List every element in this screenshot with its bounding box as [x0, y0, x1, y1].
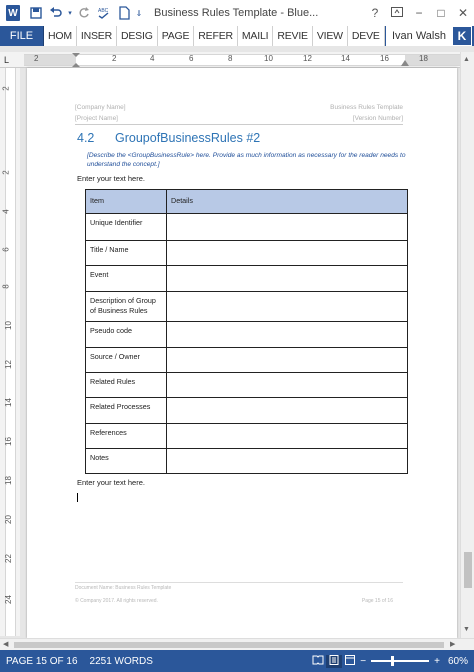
ruler-number: 16 — [380, 54, 389, 63]
document-page[interactable] — [27, 68, 457, 638]
text-cursor — [77, 493, 78, 502]
table-cell-details[interactable] — [167, 348, 408, 373]
table-cell-item[interactable]: Title / Name — [86, 241, 167, 266]
ruler-number: 2 — [1, 86, 11, 91]
ruler-number: 10 — [3, 321, 13, 330]
header-project-name[interactable]: [Project Name] — [75, 115, 118, 122]
ribbon-tabs — [0, 26, 474, 46]
table-row — [86, 214, 408, 241]
ruler-number: 4 — [150, 54, 155, 63]
table-cell-details[interactable] — [167, 424, 408, 449]
close-icon[interactable]: ✕ — [457, 6, 469, 20]
help-button[interactable]: ? — [371, 6, 379, 20]
table-header-row — [86, 190, 408, 214]
table-row — [86, 424, 408, 449]
table-cell-details[interactable] — [167, 214, 408, 241]
ruler-number: 8 — [228, 54, 233, 63]
minimize-icon[interactable]: − — [415, 6, 423, 20]
horizontal-scrollbar[interactable] — [0, 638, 474, 650]
scroll-left-icon[interactable]: ◀ — [3, 641, 9, 648]
ruler-number: 14 — [341, 54, 350, 63]
section-heading[interactable] — [77, 131, 260, 145]
header-company-name[interactable]: [Company Name] — [75, 104, 126, 111]
instruction-text[interactable]: [Describe the <GroupBusinessRule> here. Provide as much information as necessary for the reader needs to understand the concept.] — [87, 152, 406, 168]
word-count[interactable]: 2251 WORDS — [89, 655, 153, 667]
page-count[interactable]: PAGE 15 OF 16 — [6, 655, 78, 667]
ruler-number: 2 — [34, 54, 39, 63]
ruler-right-margin — [405, 55, 460, 65]
scroll-right-icon[interactable]: ▶ — [450, 641, 456, 648]
touch-mode-icon[interactable]: ⇓ — [135, 8, 143, 18]
ruler-number: 22 — [3, 554, 13, 563]
table-cell-details[interactable] — [167, 398, 408, 424]
table-cell-item[interactable]: Pseudo code — [86, 322, 167, 348]
horizontal-ruler[interactable] — [0, 52, 474, 68]
redo-icon[interactable] — [74, 3, 94, 23]
ruler-number: 14 — [3, 398, 13, 407]
table-cell-details[interactable] — [167, 322, 408, 348]
table-cell-details[interactable] — [167, 373, 408, 398]
tab-review[interactable]: REVIE — [273, 26, 313, 46]
table-row — [86, 398, 408, 424]
zoom-level[interactable]: 60% — [447, 655, 468, 667]
ruler-strip — [24, 54, 460, 66]
ruler-left-margin — [24, 55, 76, 65]
table-cell-item[interactable]: Unique Identifier — [86, 214, 167, 241]
ruler-number: 6 — [189, 54, 194, 63]
heading-number: 4.2 — [77, 131, 95, 145]
ruler-number: 24 — [3, 595, 13, 604]
table-row — [86, 449, 408, 474]
spelling-icon[interactable] — [94, 3, 114, 23]
undo-icon[interactable] — [46, 3, 66, 23]
footer-page-number[interactable]: Page 15 of 16 — [361, 598, 393, 604]
tab-insert[interactable]: INSER — [77, 26, 117, 46]
new-doc-icon[interactable] — [114, 3, 134, 23]
ruler-strip — [5, 68, 16, 636]
tab-file[interactable]: FILE — [0, 26, 44, 46]
table-cell-item[interactable]: Source / Owner — [86, 348, 167, 373]
tab-references[interactable]: REFER — [194, 26, 238, 46]
scroll-up-icon[interactable]: ▲ — [463, 56, 470, 63]
table-cell-item[interactable]: Related Rules — [86, 373, 167, 398]
ribbon-display-options-icon[interactable] — [386, 6, 408, 20]
tab-view[interactable]: VIEW — [313, 26, 348, 46]
ruler-number: 6 — [1, 247, 11, 252]
indent-marker-icon[interactable] — [72, 53, 80, 67]
ruler-number: 12 — [3, 360, 13, 369]
table-cell-item[interactable]: Related Processes — [86, 398, 167, 424]
ruler-number: 18 — [3, 476, 13, 485]
table-cell-item[interactable]: Event — [86, 266, 167, 292]
tab-mailings[interactable]: MAILI — [238, 26, 273, 46]
table-cell-item[interactable]: Description of Group of Business Rules — [86, 292, 167, 322]
zoom-out-button[interactable]: − — [360, 655, 367, 667]
maximize-icon[interactable]: □ — [437, 6, 445, 20]
user-name[interactable]: Ivan Walsh — [386, 26, 452, 46]
table-row — [86, 322, 408, 348]
tab-selector-icon[interactable]: L — [4, 55, 10, 65]
vertical-ruler[interactable] — [0, 68, 20, 636]
ruler-number: 12 — [303, 54, 312, 63]
table-row — [86, 292, 408, 322]
print-layout-icon[interactable] — [326, 655, 342, 668]
ruler-number: 10 — [264, 54, 273, 63]
table-header-item[interactable]: Item — [86, 190, 167, 214]
table-cell-details[interactable] — [167, 241, 408, 266]
body-paragraph[interactable]: Enter your text here. — [77, 478, 145, 487]
table-cell-details[interactable] — [167, 449, 408, 474]
table-header-details[interactable]: Details — [167, 190, 408, 214]
svg-text:ABC: ABC — [98, 8, 109, 14]
tab-page-layout[interactable]: PAGE — [158, 26, 195, 46]
word-app-icon[interactable]: W — [6, 5, 20, 21]
horizontal-scroll-thumb[interactable] — [14, 642, 444, 648]
table-row — [86, 266, 408, 292]
title-bar — [0, 0, 474, 26]
undo-dropdown-icon[interactable]: ▾ — [68, 10, 72, 17]
right-indent-marker-icon[interactable] — [401, 60, 409, 66]
tab-design[interactable]: DESIG — [117, 26, 158, 46]
vertical-scroll-thumb[interactable] — [464, 552, 472, 588]
zoom-slider[interactable] — [371, 660, 429, 662]
ruler-number: 2 — [112, 54, 117, 63]
ruler-number: 2 — [1, 170, 11, 175]
ruler-number: 16 — [3, 437, 13, 446]
business-rules-table[interactable] — [85, 189, 408, 474]
table-cell-item[interactable]: Notes — [86, 449, 167, 474]
ruler-number: 18 — [419, 54, 428, 63]
avatar[interactable]: K — [452, 26, 472, 46]
scroll-down-icon[interactable]: ▼ — [463, 626, 470, 633]
tab-home[interactable]: HOM — [44, 26, 77, 46]
body-paragraph[interactable]: Enter your text here. — [77, 174, 145, 183]
tab-developer[interactable]: DEVE — [348, 26, 385, 46]
ruler-number: 8 — [1, 284, 11, 289]
table-cell-item[interactable]: References — [86, 424, 167, 449]
table-cell-details[interactable] — [167, 292, 408, 322]
table-cell-details[interactable] — [167, 266, 408, 292]
web-layout-icon[interactable] — [342, 655, 358, 668]
save-icon[interactable] — [26, 3, 46, 23]
table-row — [86, 241, 408, 266]
read-mode-icon[interactable] — [310, 655, 326, 668]
document-title: Business Rules Template - Blue... — [154, 7, 319, 19]
header-divider — [75, 124, 403, 125]
zoom-slider-handle[interactable] — [391, 656, 394, 666]
table-row — [86, 373, 408, 398]
vertical-scrollbar[interactable] — [460, 52, 474, 638]
footer-divider — [75, 582, 403, 583]
table-row — [86, 348, 408, 373]
zoom-in-button[interactable]: + — [434, 655, 440, 667]
footer-doc-name[interactable]: Document Name: Business Rules Template — [75, 585, 172, 591]
status-bar — [0, 650, 474, 672]
heading-text: GroupofBusinessRules #2 — [115, 131, 261, 145]
ruler-number: 4 — [1, 209, 11, 214]
header-doc-title[interactable]: Business Rules Template — [330, 104, 403, 111]
ruler-number: 20 — [3, 515, 13, 524]
header-version[interactable]: [Version Number] — [352, 115, 403, 122]
footer-copyright[interactable]: © Company 2017. All rights reserved. — [75, 598, 158, 604]
